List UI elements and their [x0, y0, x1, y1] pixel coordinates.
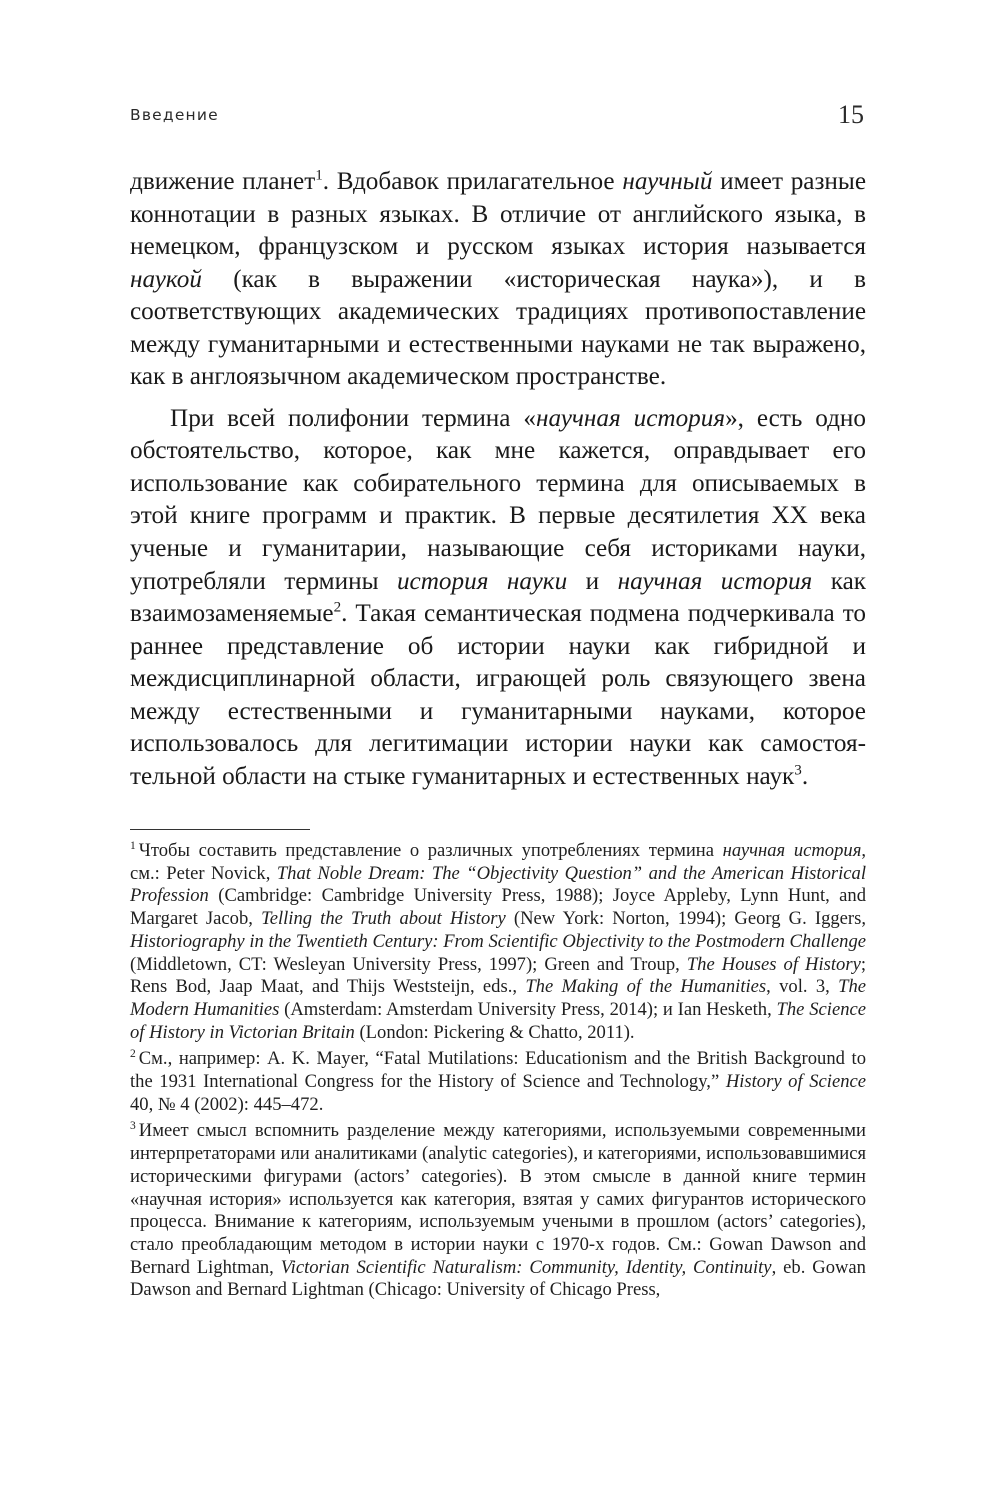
text-run: , vol. 3, — [766, 976, 839, 998]
italic-title: That Noble Dream: The “Objectivity Question” and the American Historical Profession — [130, 862, 866, 907]
main-text — [130, 166, 866, 793]
text-run: 40, № 4 (2002): 445–472. — [130, 1093, 324, 1115]
text-run: , см.: Peter Novick, — [130, 840, 866, 884]
text-run: Чтобы составить представление о различных употреблениях термина — [138, 840, 723, 861]
page-number: 15 — [838, 100, 864, 129]
footnote-1 — [130, 840, 866, 1044]
text-run: движение планет — [130, 168, 316, 195]
text-run: См., например: A. K. Mayer, “Fatal Mutilations: Educationism and the British Background to the 1931 International Congress for the History of Science and Technology,” — [130, 1048, 866, 1093]
italic-title: The Modern Humanities — [130, 976, 866, 1020]
footnote-2 — [130, 1048, 866, 1116]
text-run: , eb. Gowan Dawson and Bernard Lightman (Chicago: University of Chicago Press, — [130, 1256, 866, 1301]
footnote-ref-1[interactable]: 1 — [315, 167, 323, 184]
italic-title: научная история — [722, 840, 862, 861]
italic-title: The Science of History in Victorian Britain — [130, 998, 866, 1043]
running-head: Введение — [130, 106, 219, 124]
text-run: (London: Pickering & Chatto, 2011). — [354, 1021, 635, 1043]
italic-title: The Houses of History — [686, 953, 861, 975]
text-run: (New York: Norton, 1994); Georg G. Iggers, — [505, 908, 867, 930]
text-run: имеет разные коннотации в разных языках. В отличие от английского языка, в немецком, французском и русском языках история называется — [130, 168, 866, 261]
italic-term: научный — [622, 168, 713, 195]
paragraph-2 — [130, 403, 866, 794]
footnote-ref-3[interactable]: 3 — [794, 762, 802, 779]
footnote-divider — [130, 829, 310, 830]
text-run: как взаимозаменяемые — [130, 567, 866, 628]
text-run: (Amsterdam: Amsterdam University Press, 2014); и Ian Hesketh, — [279, 998, 777, 1020]
text-run: Имеет смысл вспомнить разделение между категориями, используемыми современными интерпретаторами или аналитиками (analytic categories), и категориями, использовавшимися историческими фигурами (actors’ categories). В этом смысле в данной книге термин «научная история» используется как категория, взятая у самих фигурантов исторического процесса. Внимание к категориям, используемым учеными в прошлом (actors’ categories), стало преобладающим методом в истории науки с 1970-х годов. См.: Gowan Dawson and Bernard Lightman, — [130, 1120, 866, 1278]
footnote-number: 3 — [130, 1120, 136, 1133]
footnote-number: 2 — [130, 1048, 136, 1061]
text-run: (как в выражении «историческая наука»), и в соответствующих академических традициях противопоставление между гуманитарными и естественными науками не так выражено, как в англоязычном академическом пространстве. — [130, 265, 866, 391]
text-run: . Такая семантическая подмена подчеркивала то раннее представление об истории науки как гибридной и междисциплинарной области, играющей роль связующего звена между естественными и гуманитарными науками, которое использовалось для легитимации истории науки как самостоятельной области на стыке гуманитарных и естественных наук — [130, 600, 866, 790]
text-run: », есть одно обстоятельство, которое, как мне кажется, оправдывает его использование как собирательного термина для описываемых в этой книге программ и практик. В первые десятилетия XX века ученые и гуманитарии, называющие себя историками науки, употребляли термины — [130, 404, 866, 595]
italic-title: The Making of the Humanities — [525, 976, 767, 998]
italic-term: наукой — [130, 265, 202, 293]
footnote-3 — [130, 1120, 866, 1302]
italic-term: научная история — [535, 404, 726, 432]
footnotes — [130, 840, 866, 1306]
italic-term: история науки — [396, 567, 568, 595]
text-run: (Cambridge: Cambridge University Press, 1988); Joyce Appleby, Lynn Hunt, and Margaret Jacob, — [130, 885, 866, 930]
italic-term: научная история — [617, 567, 813, 595]
text-run: ; Rens Bod, Jaap Maat, and Thijs Weststeijn, eds., — [130, 953, 866, 998]
text-run: . — [801, 762, 809, 790]
italic-title: History of Science — [725, 1071, 867, 1093]
paragraph-1 — [130, 166, 866, 394]
text-run: и — [567, 567, 618, 595]
footnote-number: 1 — [130, 839, 136, 852]
italic-title: Victorian Scientific Naturalism: Community, Identity, Continuity — [280, 1256, 772, 1278]
text-run: При всей полифонии термина « — [170, 404, 536, 432]
text-run: (Middletown, CT: Wesleyan University Press, 1997); Green and Troup, — [130, 953, 687, 975]
italic-title: Historiography in the Twentieth Century: From Scientific Objectivity to the Postmodern Challenge — [130, 930, 866, 952]
text-run: . Вдобавок прилагательное — [322, 168, 623, 195]
italic-title: Telling the Truth about History — [261, 908, 506, 930]
footnote-ref-2[interactable]: 2 — [333, 599, 342, 616]
